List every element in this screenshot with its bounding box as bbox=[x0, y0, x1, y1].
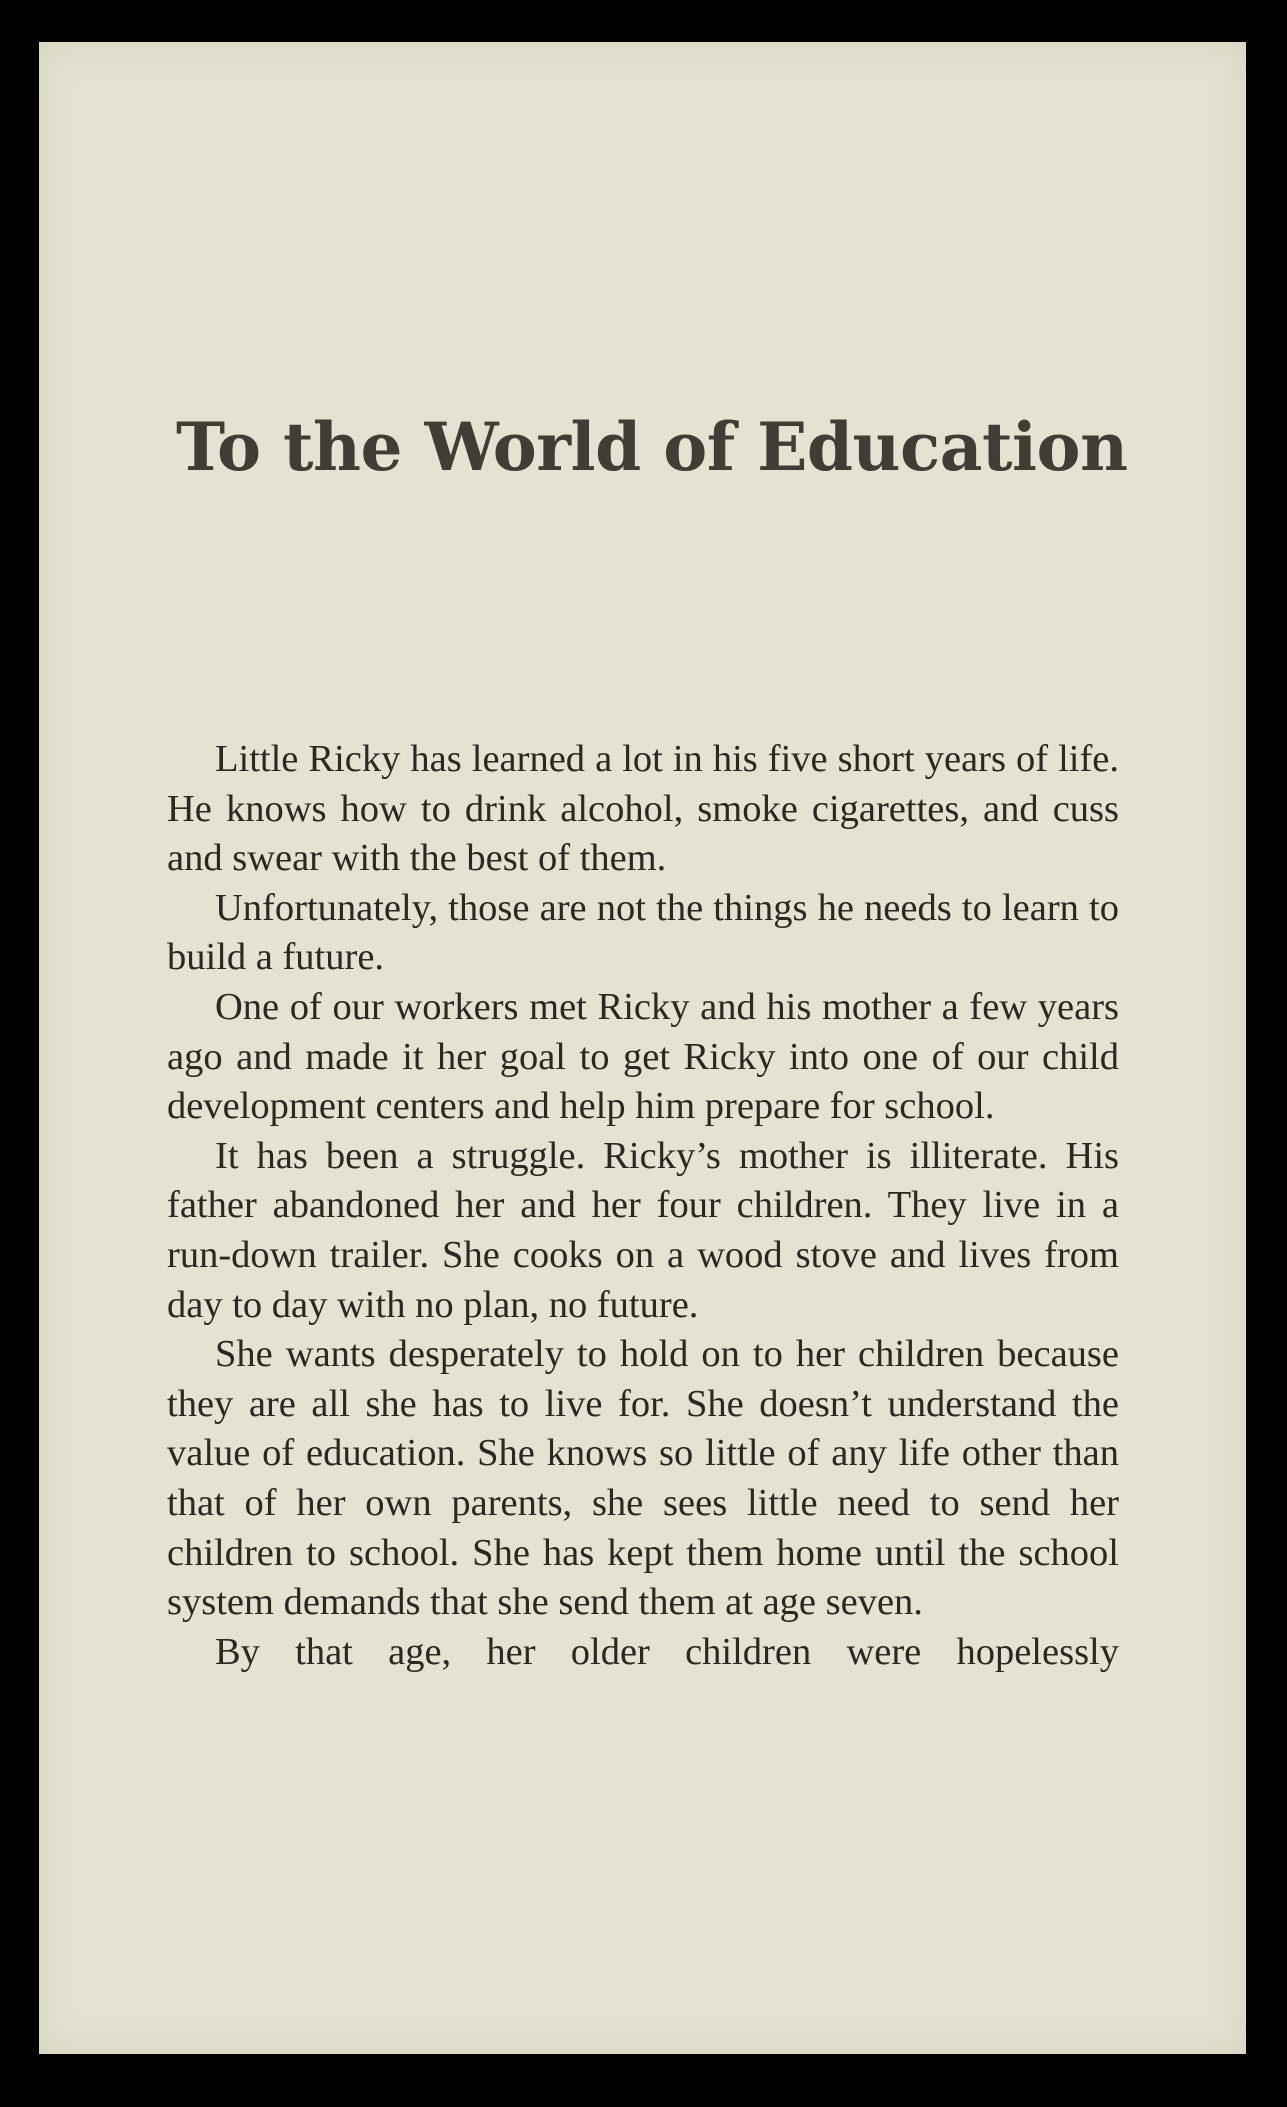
article-paragraph-5: She wants desperately to hold on to her children because they are all she has to live for. She doesn’t understand the value of education. She knows so little of any life other than that of her own parents, she sees little need to send her children to school. She has kept them home until the school system demands that she send them at age seven. bbox=[167, 1333, 1119, 1624]
article-paragraph-3: One of our workers met Ricky and his mother a few years ago and made it her goal to get Ricky into one of our child development centers and help him prepare for school. bbox=[167, 985, 1119, 1128]
article-paragraph-2: Unfortunately, those are not the things he needs to learn to build a future. bbox=[167, 886, 1119, 979]
article-paragraph-4: It has been a struggle. Ricky’s mother is illiterate. His father abandoned her and her four children. They live in a run-down trailer. She cooks on a wood stove and lives from day to day with no plan, no future. bbox=[167, 1134, 1119, 1326]
document-page bbox=[39, 42, 1246, 2054]
article-paragraph-6: By that age, her older children were hopelessly bbox=[215, 1630, 1119, 1673]
article-body bbox=[167, 735, 1119, 1677]
article-paragraph-1: Little Ricky has learned a lot in his five short years of life. He knows how to drink alcohol, smoke cigarettes, and cuss and swear with the best of them. bbox=[167, 738, 1119, 880]
article-title: To the World of Education bbox=[176, 408, 1128, 486]
